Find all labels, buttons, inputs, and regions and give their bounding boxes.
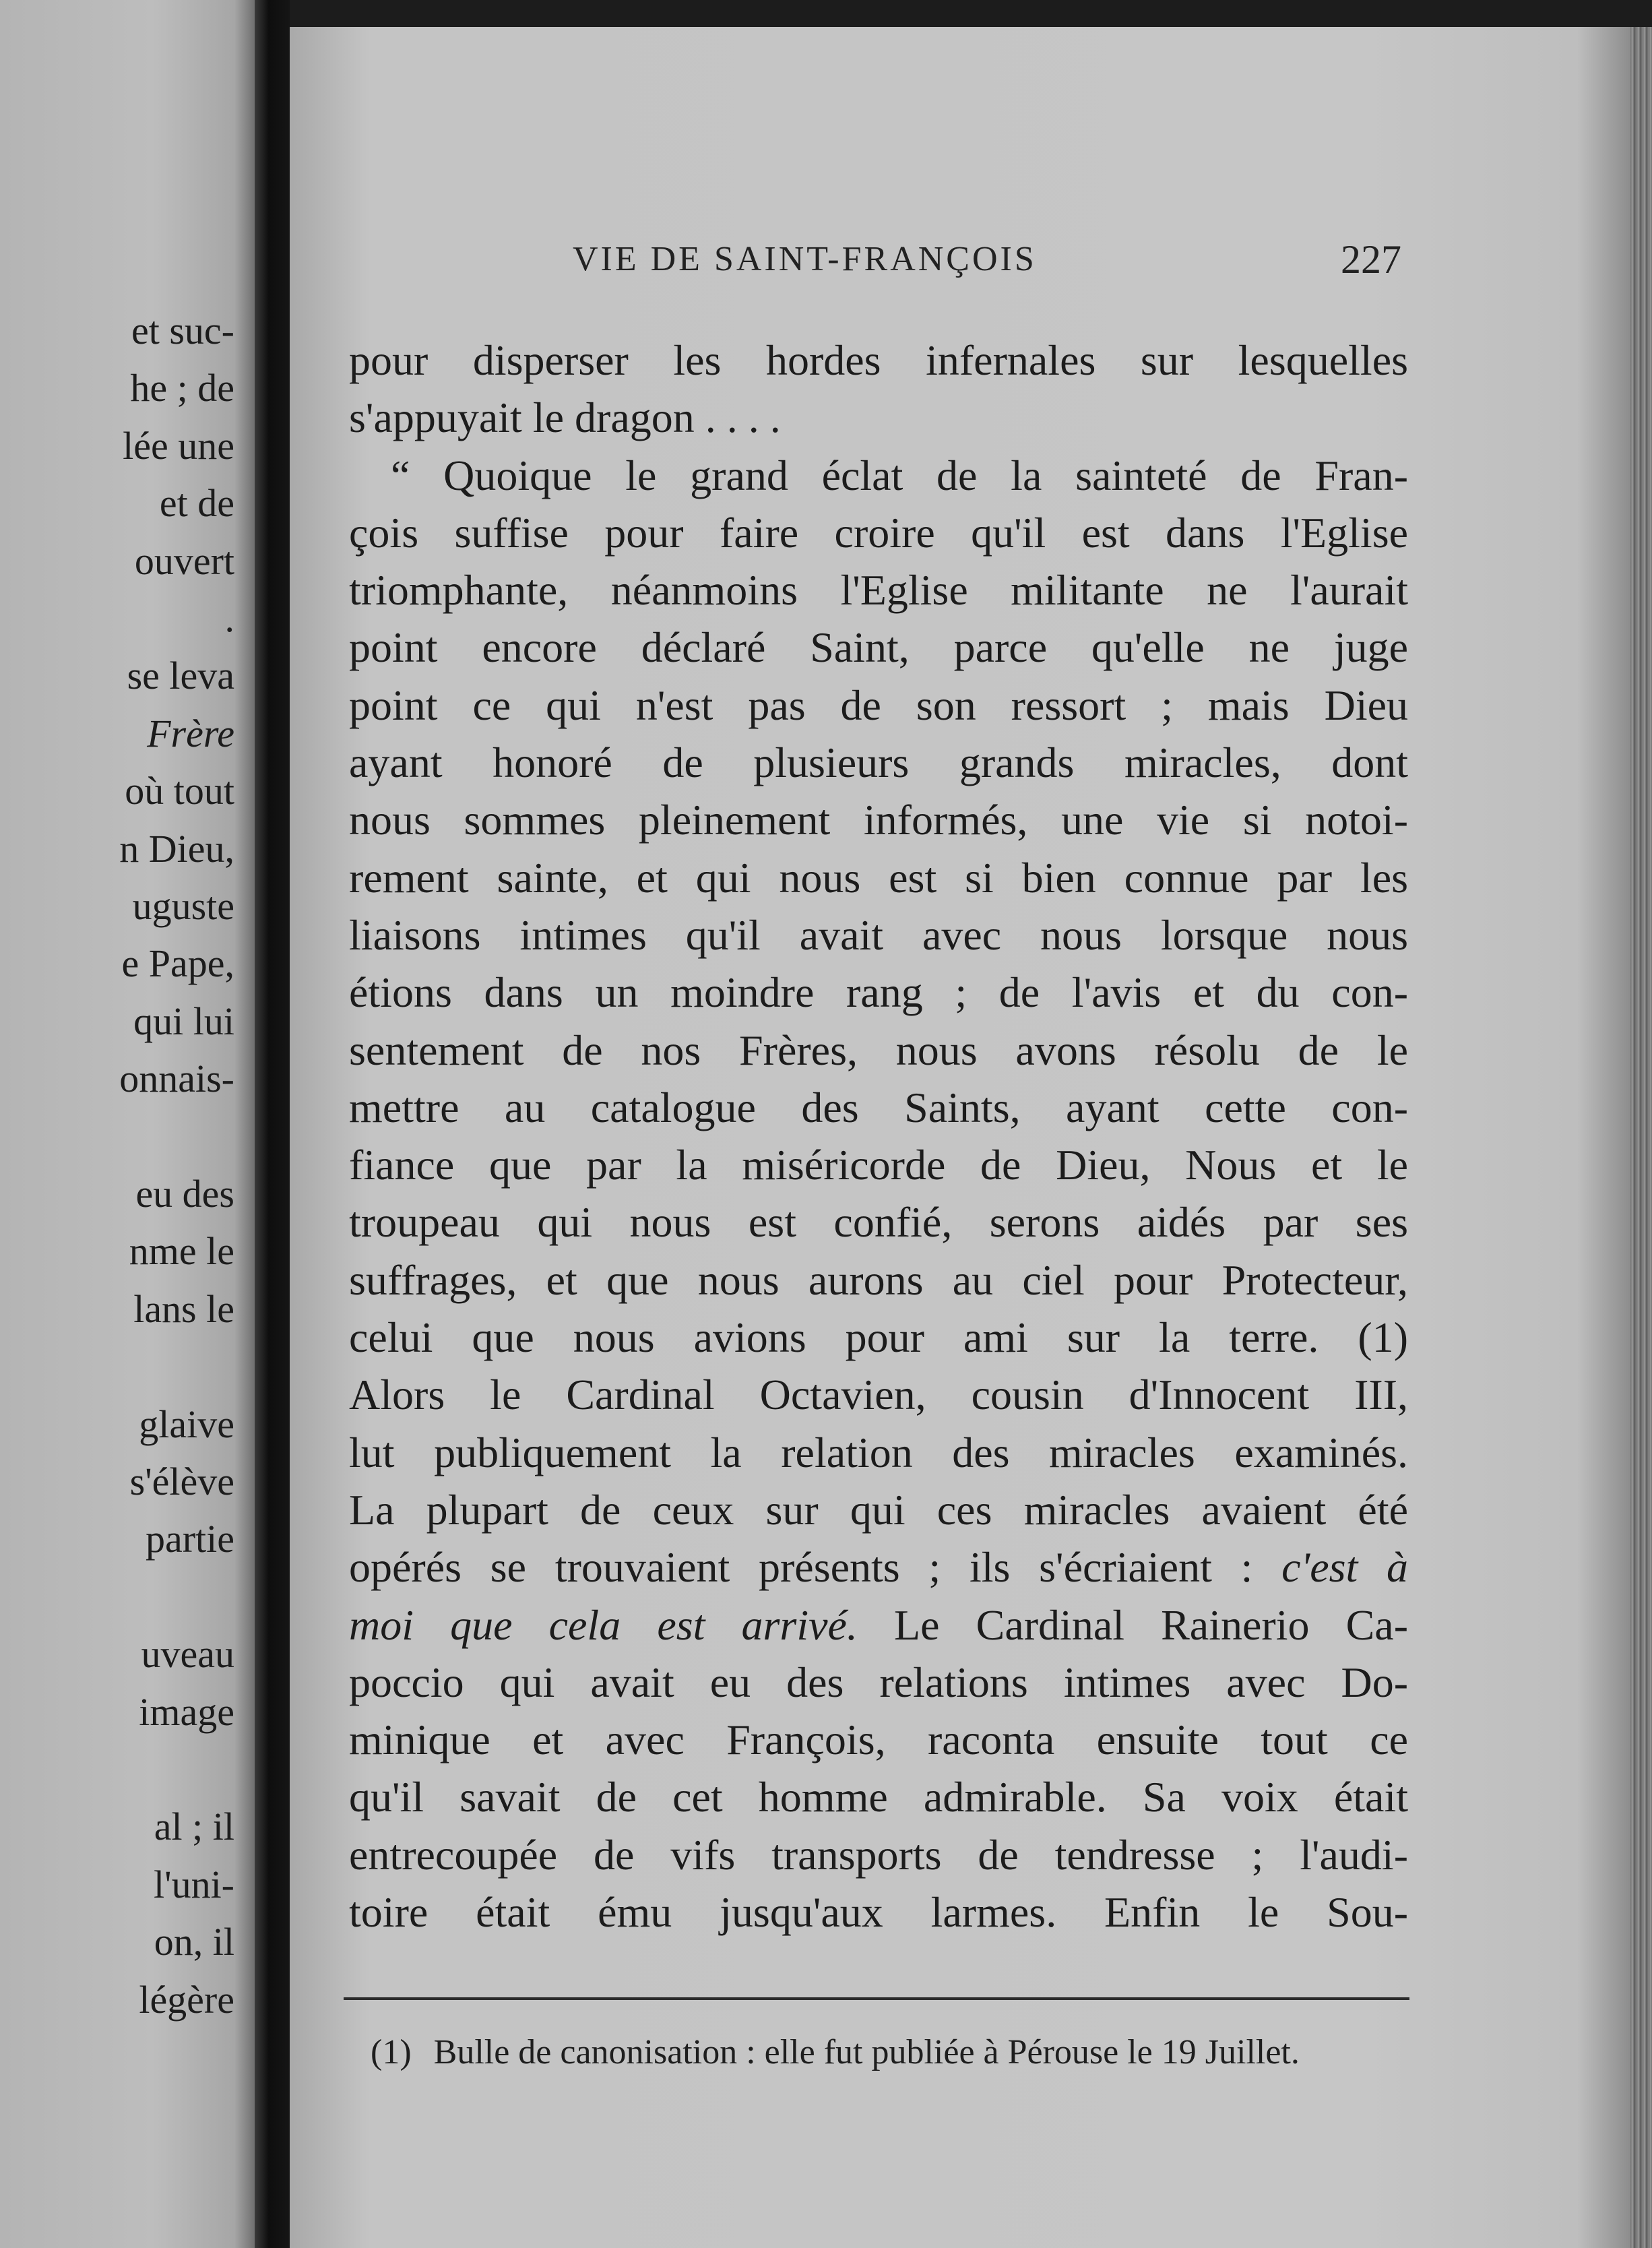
text-line — [349, 1826, 1408, 1883]
running-title: VIE DE SAINT-FRANÇOIS — [573, 240, 1037, 278]
text-line — [349, 1366, 1408, 1423]
left-page-line: ouvert — [134, 538, 234, 583]
text-run: liaisons intimes qu'il avait avec nous lorsque nous — [349, 910, 1408, 959]
left-page-line: eu des — [135, 1172, 234, 1216]
text-line — [349, 447, 1408, 504]
footnote — [371, 2026, 1422, 2080]
page-edges — [1630, 27, 1652, 2248]
text-run: point encore déclaré Saint, parce qu'elle ne juge — [349, 623, 1408, 672]
text-run: sentement de nos Frères, nous avons résolu de le — [349, 1026, 1408, 1074]
left-page-line: Frère — [147, 711, 234, 755]
text-line — [349, 1136, 1408, 1193]
left-page-line: al ; il — [154, 1805, 234, 1849]
text-line — [349, 1251, 1408, 1309]
text-run: pour disperser les hordes infernales sur lesquelles — [349, 336, 1408, 384]
right-page — [290, 27, 1630, 2248]
text-run: ayant honoré de plusieurs grands miracles, dont — [349, 739, 1408, 787]
text-line — [349, 677, 1408, 734]
text-run: çois suffise pour faire croire qu'il est dans l'Eglise — [349, 508, 1408, 557]
text-line — [349, 1768, 1408, 1825]
text-line — [349, 561, 1408, 619]
text-line — [349, 1022, 1408, 1079]
text-line — [349, 849, 1408, 906]
text-run: poccio qui avait eu des relations intimes avec Do- — [349, 1658, 1408, 1706]
left-page-line: uveau — [141, 1632, 234, 1677]
text-line — [349, 1193, 1408, 1251]
text-run: Le Cardinal Rainerio Ca- — [857, 1600, 1408, 1649]
text-line — [349, 1079, 1408, 1136]
text-line — [349, 791, 1408, 848]
text-line — [349, 1711, 1408, 1768]
text-run: opérés se trouvaient présents ; ils s'écriaient : — [349, 1543, 1282, 1592]
left-page-line: lée une — [123, 423, 234, 468]
footnote-text: Bulle de canonisation : elle fut publiée à Pérouse le 19 Juillet. — [433, 2033, 1300, 2071]
italic-phrase: c'est à — [1281, 1543, 1408, 1592]
left-page-line: image — [139, 1689, 234, 1734]
book-gutter — [255, 0, 290, 2248]
text-line — [349, 389, 1408, 446]
left-page-line: he ; de — [130, 366, 234, 410]
left-page-line: . — [224, 596, 234, 640]
text-run: rement sainte, et qui nous est si bien connue par les — [349, 853, 1408, 902]
left-page-line: glaive — [139, 1402, 234, 1446]
footnote-number: (1) — [371, 2033, 412, 2071]
left-page-line: n Dieu, — [119, 826, 234, 871]
text-line — [349, 1424, 1408, 1481]
text-line — [349, 332, 1408, 389]
left-page-line: on, il — [154, 1920, 234, 1964]
left-page-line: légère — [139, 1977, 234, 2022]
left-page-line: e Pape, — [121, 941, 234, 986]
text-line — [349, 906, 1408, 964]
text-run: mettre au catalogue des Saints, ayant cette con- — [349, 1083, 1408, 1131]
text-run: troupeau qui nous est confié, serons aidés par ses — [349, 1198, 1408, 1247]
text-line — [349, 1309, 1408, 1366]
text-run: s'appuyait le dragon . . . . — [349, 394, 781, 442]
text-run: triomphante, néanmoins l'Eglise militante ne l'aurait — [349, 566, 1408, 615]
italic-phrase: moi que cela est arrivé. — [349, 1600, 858, 1649]
page-number: 227 — [1341, 237, 1401, 282]
text-run: toire était ému jusqu'aux larmes. Enfin le Sou- — [349, 1888, 1408, 1937]
body-text — [349, 332, 1408, 1941]
text-line — [349, 964, 1408, 1021]
left-page-line: se leva — [127, 654, 234, 698]
text-run: étions dans un moindre rang ; de l'avis et du con- — [349, 968, 1408, 1017]
footnote-rule — [344, 1997, 1409, 2000]
text-run: Alors le Cardinal Octavien, cousin d'Innocent III, — [349, 1371, 1408, 1419]
text-line — [349, 1883, 1408, 1941]
text-line — [349, 1654, 1408, 1711]
text-run: point ce qui n'est pas de son ressort ; mais Dieu — [349, 681, 1408, 729]
text-line — [349, 734, 1408, 791]
text-line — [349, 504, 1408, 561]
left-page-line: qui lui — [133, 999, 234, 1043]
running-header — [290, 229, 1630, 290]
text-line — [349, 1538, 1408, 1596]
left-page-line: partie — [145, 1517, 234, 1561]
text-line — [349, 619, 1408, 676]
text-run: fiance que par la miséricorde de Dieu, Nous et le — [349, 1141, 1408, 1189]
text-run: La plupart de ceux sur qui ces miracles avaient été — [349, 1485, 1408, 1534]
left-page — [0, 0, 255, 2248]
text-line — [349, 1596, 1408, 1654]
text-run: celui que nous avions pour ami sur la terre. (1) — [349, 1313, 1408, 1362]
left-page-line: lans le — [133, 1286, 234, 1331]
text-run: nous sommes pleinement informés, une vie si notoi- — [349, 796, 1408, 844]
text-run: “ Quoique le grand éclat de la sainteté de Fran- — [391, 451, 1408, 499]
text-run: minique et avec François, raconta ensuite tout ce — [349, 1716, 1408, 1764]
text-line — [349, 1481, 1408, 1538]
left-page-line: et suc- — [131, 309, 234, 352]
left-page-line: où tout — [125, 769, 234, 813]
left-page-line: et de — [159, 481, 234, 526]
text-run: lut publiquement la relation des miracles examinés. — [349, 1428, 1408, 1476]
left-page-line: uguste — [132, 884, 234, 928]
left-page-line: nme le — [129, 1229, 234, 1274]
left-page-line: onnais- — [119, 1057, 234, 1101]
left-page-line: l'uni- — [154, 1862, 234, 1906]
text-run: qu'il savait de cet homme admirable. Sa voix était — [349, 1773, 1408, 1821]
left-page-line: s'élève — [129, 1460, 234, 1503]
text-run: suffrages, et que nous aurons au ciel pour Protecteur, — [349, 1255, 1408, 1304]
text-run: entrecoupée de vifs transports de tendresse ; l'audi- — [349, 1830, 1408, 1879]
